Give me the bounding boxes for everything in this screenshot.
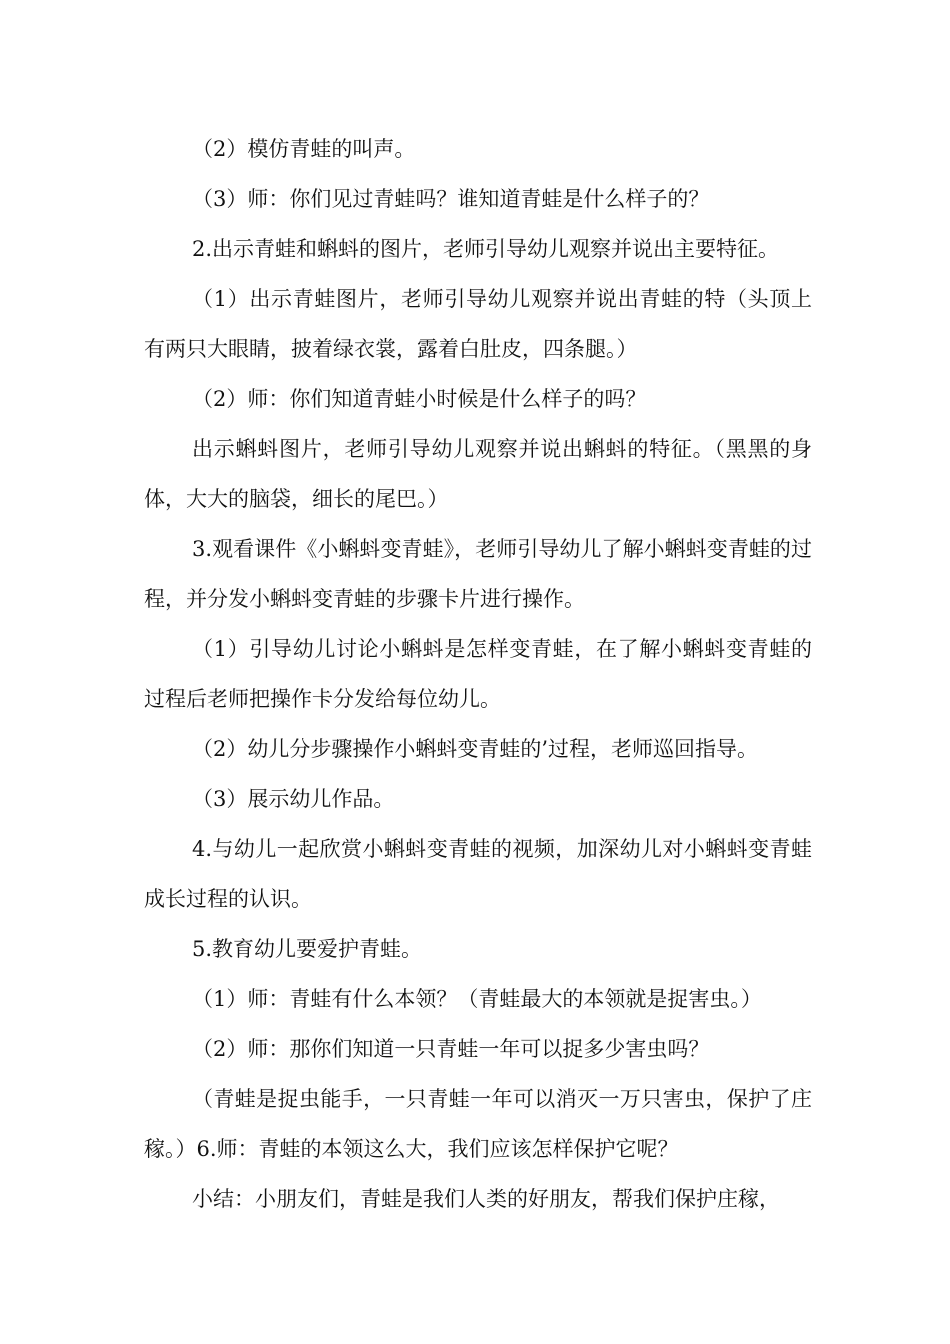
- paragraph: 出示蝌蚪图片，老师引导幼儿观察并说出蝌蚪的特征。（黑黑的身体，大大的脑袋，细长的尾巴。）: [144, 437, 812, 511]
- paragraph: （2）模仿青蛙的叫声。: [192, 137, 416, 161]
- paragraph: （2）幼儿分步骤操作小蝌蚪变青蛙的’过程，老师巡回指导。: [192, 737, 759, 761]
- paragraph: 小结：小朋友们，青蛙是我们人类的好朋友，帮我们保护庄稼，: [192, 1187, 780, 1211]
- paragraph: 5.教育幼儿要爱护青蛙。: [192, 937, 423, 961]
- paragraph: （1）出示青蛙图片，老师引导幼儿观察并说出青蛙的特（头顶上有两只大眼睛，披着绿衣裳，露着白肚皮，四条腿。）: [144, 287, 812, 361]
- paragraph: （3）师：你们见过青蛙吗？谁知道青蛙是什么样子的？: [192, 187, 710, 211]
- paragraph: （1）引导幼儿讨论小蝌蚪是怎样变青蛙，在了解小蝌蚪变青蛙的过程后老师把操作卡分发给每位幼儿。: [144, 637, 812, 711]
- paragraph: （2）师：你们知道青蛙小时候是什么样子的吗？: [192, 387, 647, 411]
- paragraph: （青蛙是捉虫能手，一只青蛙一年可以消灭一万只害虫，保护了庄稼。）6.师：青蛙的本领这么大，我们应该怎样保护它呢？: [144, 1087, 812, 1161]
- paragraph: （1）师：青蛙有什么本领？（青蛙最大的本领就是捉害虫。）: [192, 987, 762, 1011]
- paragraph: （3）展示幼儿作品。: [192, 787, 395, 811]
- paragraph: 3.观看课件《小蝌蚪变青蛙》，老师引导幼儿了解小蝌蚪变青蛙的过程，并分发小蝌蚪变青蛙的步骤卡片进行操作。: [144, 537, 812, 611]
- paragraph: 2.出示青蛙和蝌蚪的图片，老师引导幼儿观察并说出主要特征。: [192, 237, 780, 261]
- paragraph: （2）师：那你们知道一只青蛙一年可以捉多少害虫吗？: [192, 1037, 710, 1061]
- paragraph: 4.与幼儿一起欣赏小蝌蚪变青蛙的视频，加深幼儿对小蝌蚪变青蛙成长过程的认识。: [144, 837, 812, 911]
- document-body: [144, 124, 812, 1224]
